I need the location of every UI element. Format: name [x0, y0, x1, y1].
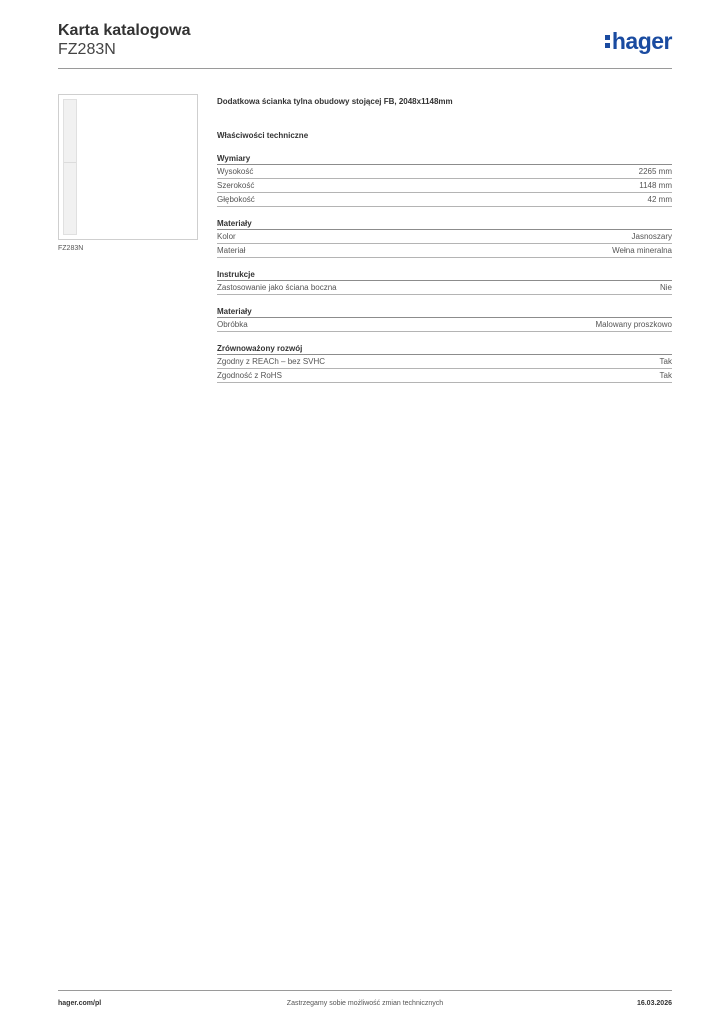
hager-logo [605, 28, 672, 54]
spec-label: Wysokość [217, 167, 254, 176]
spec-label: Zgodny z REACh – bez SVHC [217, 357, 326, 366]
logo-text: hager [611, 28, 672, 54]
spec-label: Głębokość [217, 195, 255, 204]
spec-row-color [217, 230, 672, 244]
group-materials [217, 218, 672, 258]
spec-row-rohs [217, 369, 672, 383]
spec-row-height [217, 165, 672, 179]
spec-value: Tak [659, 357, 672, 366]
spec-value: Malowany proszkowo [595, 320, 672, 329]
document-type-title: Karta katalogowa [58, 22, 191, 39]
technical-section-title: Właściwości techniczne [217, 131, 309, 140]
spec-row-material [217, 244, 672, 258]
group-instructions [217, 269, 672, 295]
spec-row-width [217, 179, 672, 193]
product-title: Dodatkowa ścianka tylna obudowy stojącej FB, 2048x1148mm [217, 97, 453, 106]
spec-label: Zastosowanie jako ściana boczna [217, 283, 337, 292]
page-header [58, 22, 672, 68]
group-materials-finish [217, 306, 672, 332]
group-sustainability [217, 343, 672, 383]
spec-row-side-wall-use [217, 281, 672, 295]
image-caption: FZ283N [58, 245, 84, 252]
product-code: FZ283N [58, 41, 116, 58]
group-title: Zrównoważony rozwój [217, 343, 672, 355]
back-panel-picture [63, 99, 77, 235]
footer-date: 16.03.2026 [636, 1000, 672, 1007]
spec-value: 2265 mm [638, 167, 672, 176]
spec-row-depth [217, 193, 672, 207]
spec-value: 1148 mm [639, 181, 672, 190]
spec-value: Wełna mineralna [612, 246, 672, 255]
footer-disclaimer: Zastrzegamy sobie możliwość zmian technicznych [286, 1000, 444, 1007]
page-footer [58, 998, 672, 1010]
product-details [217, 96, 672, 383]
group-title: Materiały [217, 306, 672, 318]
spec-value: Tak [659, 371, 672, 380]
group-title: Instrukcje [217, 269, 672, 281]
group-title: Wymiary [217, 153, 672, 165]
footer-divider [58, 990, 672, 991]
spec-label: Zgodność z RoHS [217, 371, 282, 380]
header-divider [58, 68, 672, 69]
spec-row-reach [217, 355, 672, 369]
group-title: Materiały [217, 218, 672, 230]
spec-value: 42 mm [647, 195, 672, 204]
footer-website-link[interactable]: hager.com/pl [58, 1000, 102, 1007]
spec-row-finish [217, 318, 672, 332]
product-image [58, 94, 198, 240]
spec-value: Nie [659, 283, 672, 292]
spec-label: Szerokość [217, 181, 255, 190]
spec-label: Kolor [217, 232, 236, 241]
spec-label: Obróbka [217, 320, 248, 329]
group-dimensions [217, 153, 672, 207]
spec-value: Jasnoszary [631, 232, 672, 241]
spec-label: Materiał [217, 246, 246, 255]
logo-dots-icon [605, 35, 610, 48]
